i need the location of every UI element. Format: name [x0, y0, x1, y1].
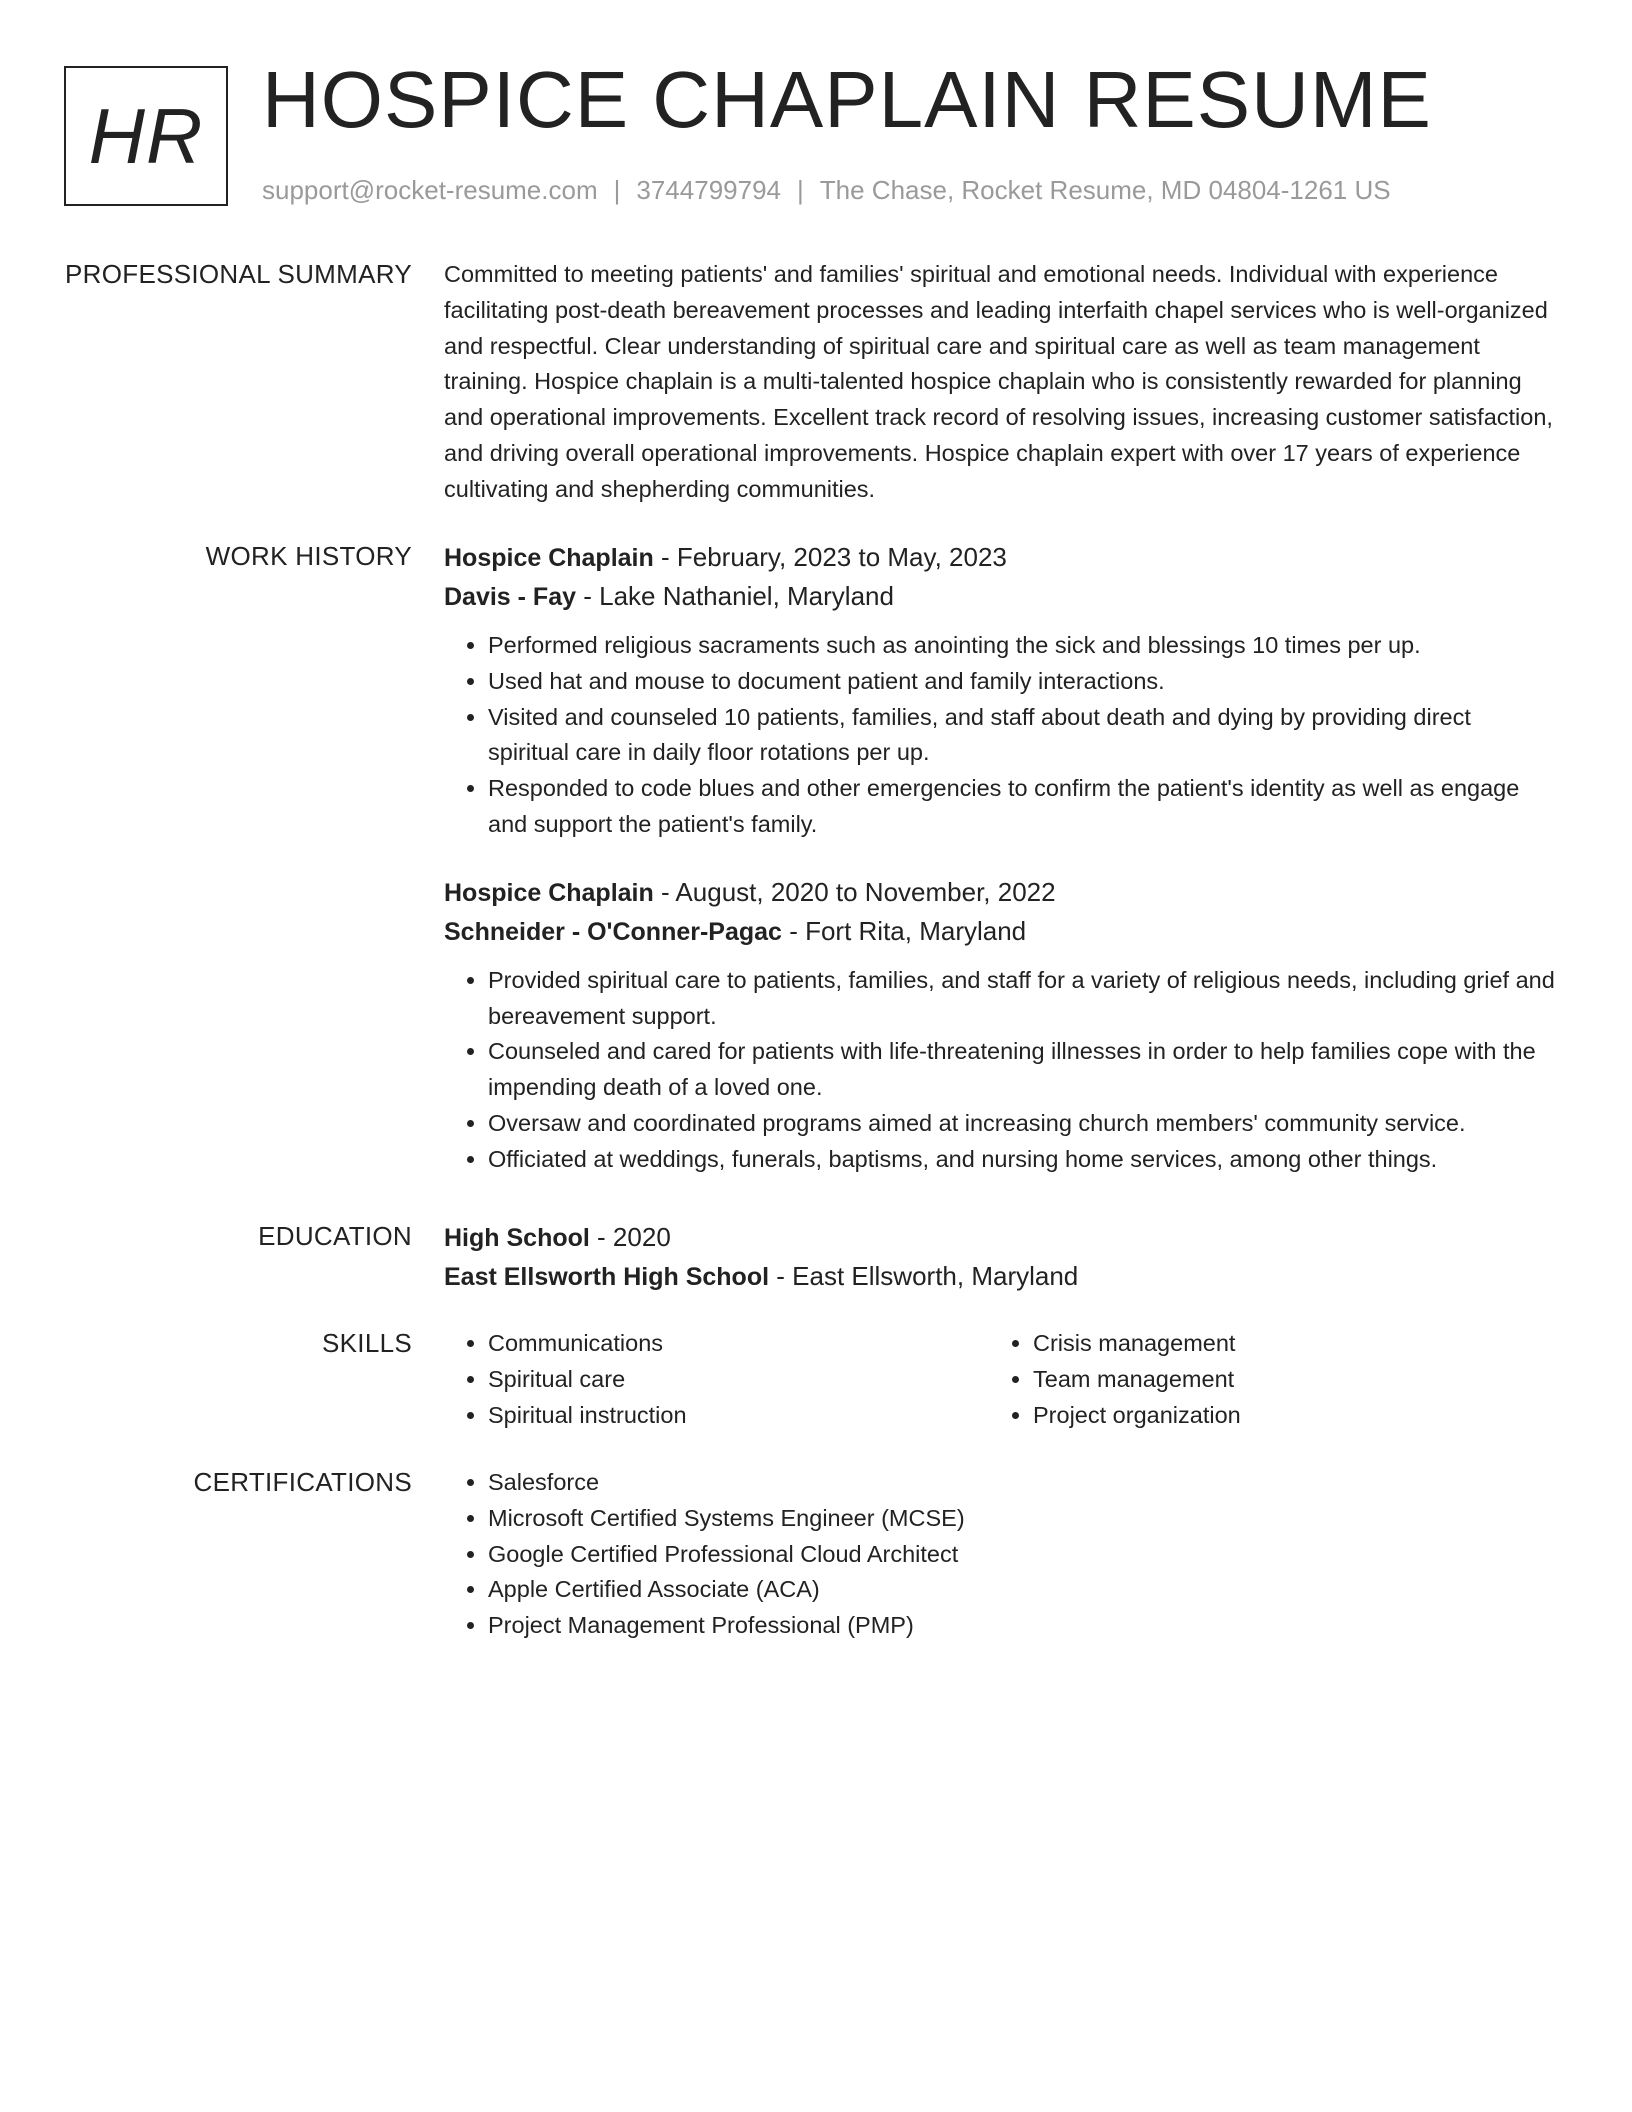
certification-item: • Microsoft Certified Systems Engineer (MCSE) — [488, 1501, 1556, 1537]
summary-text: Committed to meeting patients' and families' spiritual and emotional needs. Individual with experience facilitating post-death bereavement processes and leading interfaith chapel services who is well-organized and respectful. Clear understanding of spiritual care and spiritual care as well as team management training. Hospice chaplain is a multi-talented hospice chaplain who is consistently rewarded for planning and operational improvements. Excellent track record of resolving issues, increasing customer satisfaction, and driving overall operational improvements. Hospice chaplain expert with over 17 years of experience cultivating and shepherding communities. — [444, 261, 1553, 502]
contact-phone[interactable]: 3744799794 — [636, 175, 781, 205]
job-dates: - February, 2023 to May, 2023 — [653, 542, 1007, 572]
skills-grid — [444, 1326, 1556, 1433]
job-bullet: • Responded to code blues and other emergencies to confirm the patient's identity as well as engage and support the patient's family. — [488, 771, 1556, 843]
job-title-line — [444, 873, 1556, 912]
summary-body — [444, 257, 1556, 508]
education-school-line — [444, 1257, 1556, 1296]
education-body — [444, 1218, 1556, 1296]
education-location: - East Ellsworth, Maryland — [769, 1261, 1079, 1291]
job-bullet: • Oversaw and coordinated programs aimed at increasing church members' community service. — [488, 1106, 1556, 1142]
job-entry — [444, 873, 1556, 1178]
monogram-text: HR — [88, 91, 204, 180]
education-degree: High School — [444, 1224, 590, 1252]
job-employer: Davis - Fay — [444, 583, 577, 611]
skills-column-left — [444, 1326, 989, 1433]
skills-body — [444, 1326, 1556, 1433]
education-year: - 2020 — [589, 1222, 671, 1252]
section-label-education: EDUCATION — [258, 1221, 412, 1251]
skills-list — [989, 1326, 1534, 1433]
skill-item: • Communications — [488, 1326, 989, 1362]
job-entry — [444, 538, 1556, 843]
contact-separator: | — [797, 175, 804, 205]
job-bullet: • Used hat and mouse to document patient and family interactions. — [488, 664, 1556, 700]
job-employer-line — [444, 577, 1556, 616]
job-bullet: • Provided spiritual care to patients, families, and staff for a variety of religious needs, including grief and bereavement support. — [488, 963, 1556, 1035]
education-degree-line — [444, 1218, 1556, 1257]
certifications-body — [444, 1465, 1556, 1644]
skill-item: • Spiritual instruction — [488, 1398, 989, 1434]
contact-email[interactable]: support@rocket-resume.com — [262, 175, 598, 205]
job-bullet: • Counseled and cared for patients with life-threatening illnesses in order to help families cope with the impending death of a loved one. — [488, 1034, 1556, 1106]
section-label-summary: PROFESSIONAL SUMMARY — [65, 259, 412, 289]
job-bullet: • Officiated at weddings, funerals, baptisms, and nursing home services, among other things. — [488, 1142, 1556, 1178]
section-label-certifications: CERTIFICATIONS — [193, 1467, 412, 1497]
skills-list — [444, 1326, 989, 1433]
certification-item: • Google Certified Professional Cloud Architect — [488, 1537, 1556, 1573]
certifications-list — [444, 1465, 1556, 1644]
job-employer: Schneider - O'Conner-Pagac — [444, 917, 782, 946]
skill-item: • Project organization — [1033, 1398, 1534, 1434]
job-location: - Fort Rita, Maryland — [781, 915, 1027, 946]
monogram-logo — [64, 66, 228, 206]
contact-line — [262, 172, 1391, 208]
skill-item: • Team management — [1033, 1362, 1534, 1398]
job-bullets — [444, 963, 1556, 1178]
work-body — [444, 538, 1556, 1178]
job-location: - Lake Nathaniel, Maryland — [576, 581, 894, 611]
job-title-line — [444, 538, 1556, 577]
skill-item: • Spiritual care — [488, 1362, 989, 1398]
certification-item: • Apple Certified Associate (ACA) — [488, 1572, 1556, 1608]
contact-separator: | — [613, 175, 621, 205]
contact-address: The Chase, Rocket Resume, MD 04804-1261 US — [819, 175, 1391, 205]
certification-item: • Salesforce — [488, 1465, 1556, 1501]
job-bullets — [444, 628, 1556, 843]
job-dates: - August, 2020 to November, 2022 — [653, 876, 1056, 907]
job-employer-line — [444, 912, 1556, 951]
job-bullet: • Performed religious sacraments such as anointing the sick and blessings 10 times per up. — [488, 628, 1556, 664]
section-label-work: WORK HISTORY — [205, 541, 412, 571]
page-title: HOSPICE CHAPLAIN RESUME — [262, 55, 1432, 144]
education-school: East Ellsworth High School — [444, 1263, 770, 1291]
skills-column-right — [989, 1326, 1534, 1433]
certification-item: • Project Management Professional (PMP) — [488, 1608, 1556, 1644]
job-title: Hospice Chaplain — [444, 544, 654, 572]
job-title: Hospice Chaplain — [444, 878, 654, 907]
section-label-skills: SKILLS — [322, 1328, 412, 1358]
job-bullet: • Visited and counseled 10 patients, families, and staff about death and dying by providing direct spiritual care in daily floor rotations per up. — [488, 700, 1556, 772]
skill-item: • Crisis management — [1033, 1326, 1534, 1362]
